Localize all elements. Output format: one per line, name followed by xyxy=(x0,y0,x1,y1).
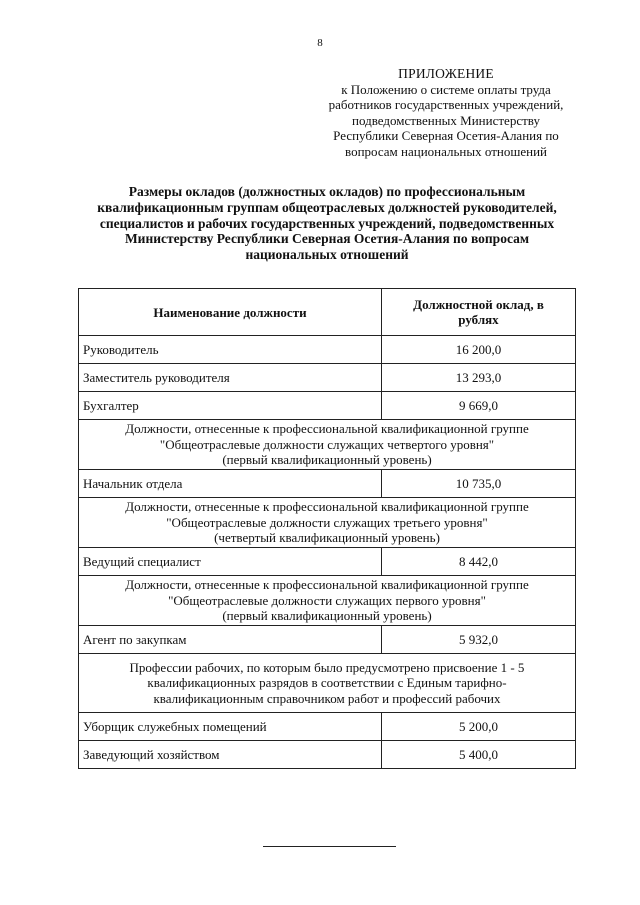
column-header-salary-line: Должностной оклад, в xyxy=(413,297,544,312)
table-row xyxy=(79,470,576,498)
position-name: Руководитель xyxy=(79,336,382,364)
position-name: Бухгалтер xyxy=(79,392,382,420)
salary-value: 8 442,0 xyxy=(382,548,576,576)
group-description xyxy=(79,576,576,626)
group-description-line: Должности, отнесенные к профессиональной квалификационной группе xyxy=(125,577,529,593)
position-name: Агент по закупкам xyxy=(79,626,382,654)
position-name: Заместитель руководителя xyxy=(79,364,382,392)
group-description-line: "Общеотраслевые должности служащих первого уровня" xyxy=(168,592,486,608)
title-line: Размеры окладов (должностных окладов) по профессиональным xyxy=(128,184,526,199)
position-name: Заведующий хозяйством xyxy=(79,741,382,769)
appendix-line: Республики Северная Осетия-Алания по xyxy=(333,128,559,143)
table-row xyxy=(79,392,576,420)
salary-value: 5 400,0 xyxy=(382,741,576,769)
group-description-line: квалификационных разрядов в соответствии с Единым тарифно- xyxy=(147,675,507,691)
group-description-line: квалификационным справочником работ и профессий рабочих xyxy=(153,690,501,706)
group-description-line: (первый квалификационный уровень) xyxy=(222,452,432,468)
table-row xyxy=(79,336,576,364)
position-name: Ведущий специалист xyxy=(79,548,382,576)
page-number: 8 xyxy=(317,37,323,49)
appendix-heading: ПРИЛОЖЕНИЕ xyxy=(398,66,494,81)
table-row xyxy=(79,741,576,769)
table-row xyxy=(79,713,576,741)
table-group-row xyxy=(79,654,576,713)
column-header-salary-line: рублях xyxy=(458,312,499,327)
table-body xyxy=(79,336,576,769)
group-description-line: "Общеотраслевые должности служащих четвертого уровня" xyxy=(159,436,495,452)
group-description xyxy=(79,498,576,548)
title-line: Министерству Республики Северная Осетия-Алания по вопросам xyxy=(124,231,530,247)
salary-value: 10 735,0 xyxy=(382,470,576,498)
column-header-position: Наименование должности xyxy=(79,289,382,336)
appendix-line: к Положению о системе оплаты труда xyxy=(341,81,551,97)
table-group-row xyxy=(79,498,576,548)
table-group-row xyxy=(79,420,576,470)
salary-value: 9 669,0 xyxy=(382,392,576,420)
title-line: квалификационным группам общеотраслевых должностей руководителей, xyxy=(97,199,557,215)
footer-divider xyxy=(263,846,396,847)
table-group-row xyxy=(79,576,576,626)
group-description-line: (четвертый квалификационный уровень) xyxy=(214,530,440,546)
position-name: Начальник отдела xyxy=(79,470,382,498)
position-name: Уборщик служебных помещений xyxy=(79,713,382,741)
document-title xyxy=(78,184,576,263)
group-description xyxy=(79,420,576,470)
table-row xyxy=(79,364,576,392)
salary-value: 5 932,0 xyxy=(382,626,576,654)
salary-value: 5 200,0 xyxy=(382,713,576,741)
table-header-row xyxy=(79,289,576,336)
appendix-line: работников государственных учреждений, xyxy=(328,97,564,112)
appendix-line: вопросам национальных отношений xyxy=(345,143,547,159)
group-description-line: "Общеотраслевые должности служащих третьего уровня" xyxy=(166,514,488,530)
column-header-salary xyxy=(382,289,576,336)
salary-value: 16 200,0 xyxy=(382,336,576,364)
salary-value: 13 293,0 xyxy=(382,364,576,392)
group-description-line: Должности, отнесенные к профессиональной квалификационной группе xyxy=(125,499,529,515)
group-description-line: Должности, отнесенные к профессиональной квалификационной группе xyxy=(125,421,529,437)
title-line: специалистов и рабочих государственных учреждений, подведомственных xyxy=(99,215,555,231)
appendix-note xyxy=(300,66,592,159)
table-row xyxy=(79,626,576,654)
title-line: национальных отношений xyxy=(245,247,409,263)
salary-table xyxy=(78,288,576,769)
appendix-line: подведомственных Министерству xyxy=(352,112,540,128)
table-row xyxy=(79,548,576,576)
group-description-line: Профессии рабочих, по которым было предусмотрено присвоение 1 - 5 xyxy=(129,659,525,675)
group-description xyxy=(79,654,576,713)
group-description-line: (первый квалификационный уровень) xyxy=(222,608,432,624)
